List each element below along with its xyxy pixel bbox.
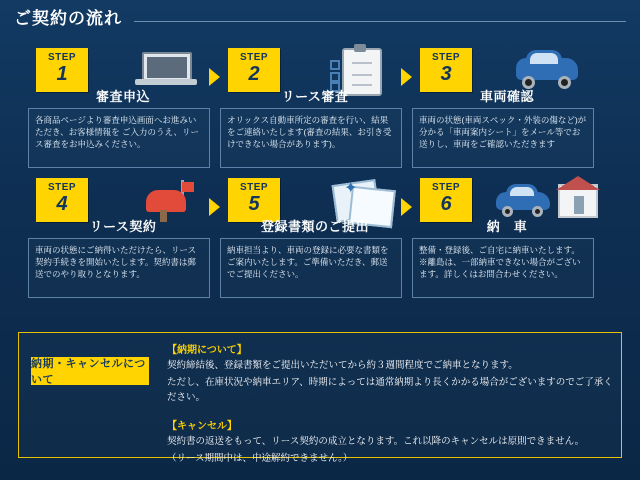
step-label-6: 納 車 — [486, 219, 528, 234]
step-number-2: 2 — [248, 63, 260, 85]
note-cancel-line-1: 契約書の返送をもって、リース契約の成立となります。これ以降のキャンセルは原則できません。 — [167, 436, 585, 447]
note-delivery-line-2: ただし、在庫状況や納車エリア、時期によっては通常納期より長くかかる場合がございますのでご了承ください。 — [167, 377, 613, 403]
step-number-6: 6 — [440, 193, 452, 215]
step-number-1: 1 — [56, 63, 68, 85]
page-title-bar — [14, 8, 626, 34]
step-card-1 — [28, 46, 210, 170]
step-word-5: STEP — [239, 182, 269, 193]
arrow-5-to-6 — [401, 198, 412, 216]
step-card-5 — [220, 176, 402, 300]
note-delivery-line-1: 契約締結後、登録書類をご提出いただいてから約３週間程度でご納車となります。 — [167, 360, 518, 371]
step-body-4: 車両の状態にご納得いただけたら、リース契約手続きを開始いたします。契約書は郵送でのやり取りとなります。 — [28, 238, 210, 298]
step-word-2: STEP — [239, 52, 269, 63]
documents-icon: ✦ — [324, 176, 398, 222]
step-number-4: 4 — [56, 193, 68, 215]
note-heading-delivery: 【納期について】 — [167, 345, 247, 356]
arrow-2-to-3 — [401, 68, 412, 86]
step-number-3: 3 — [440, 63, 452, 85]
delivery-cancellation-note — [18, 332, 622, 464]
step-body-5: 納車担当より、車両の登録に必要な書類をご案内いたします。ご準備いただき、郵送でご提出ください。 — [220, 238, 402, 298]
note-body — [167, 341, 613, 474]
step-card-6 — [412, 176, 594, 300]
step-body-6: 整備・登録後、ご自宅に納車いたします。※離島は、一部納車できない場合がございます。詳しくはお問合わせください。 — [412, 238, 594, 298]
step-card-3 — [412, 46, 594, 170]
title-divider — [134, 21, 626, 22]
arrow-1-to-2 — [209, 68, 220, 86]
note-cancel-line-2: （リース期間中は、中途解約できません。） — [167, 453, 353, 464]
step-label-1: 審査申込 — [95, 89, 150, 104]
step-word-6: STEP — [431, 182, 461, 193]
step-label-2: リース審査 — [281, 89, 349, 104]
note-tag: 納期・キャンセルについて — [31, 357, 149, 385]
page-title: ご契約の流れ — [14, 9, 122, 28]
step-card-2 — [220, 46, 402, 170]
step-body-1: 各商品ページより審査申込画面へお進みいただき、お客様情報を ご入力のうえ、リース審査をお申込みください。 — [28, 108, 210, 168]
step-body-2: オリックス自動車所定の審査を行い、結果をご連絡いたします(審査の結果、お引き受けできない場合があります)。 — [220, 108, 402, 168]
arrow-4-to-5 — [209, 198, 220, 216]
step-body-3: 車両の状態(車両スペック・外装の傷など)が分かる「車両案内シート」をメール等でお送りし、車両をご確認いただきます — [412, 108, 594, 168]
step-word-4: STEP — [47, 182, 77, 193]
note-heading-cancel: 【キャンセル】 — [167, 421, 237, 432]
step-word-3: STEP — [431, 52, 461, 63]
step-label-4: リース契約 — [89, 219, 157, 234]
step-label-5: 登録書類のご提出 — [260, 219, 369, 234]
step-number-5: 5 — [248, 193, 260, 215]
step-label-3: 車両確認 — [479, 89, 534, 104]
step-word-1: STEP — [47, 52, 77, 63]
step-card-4 — [28, 176, 210, 300]
steps-grid — [28, 46, 614, 300]
